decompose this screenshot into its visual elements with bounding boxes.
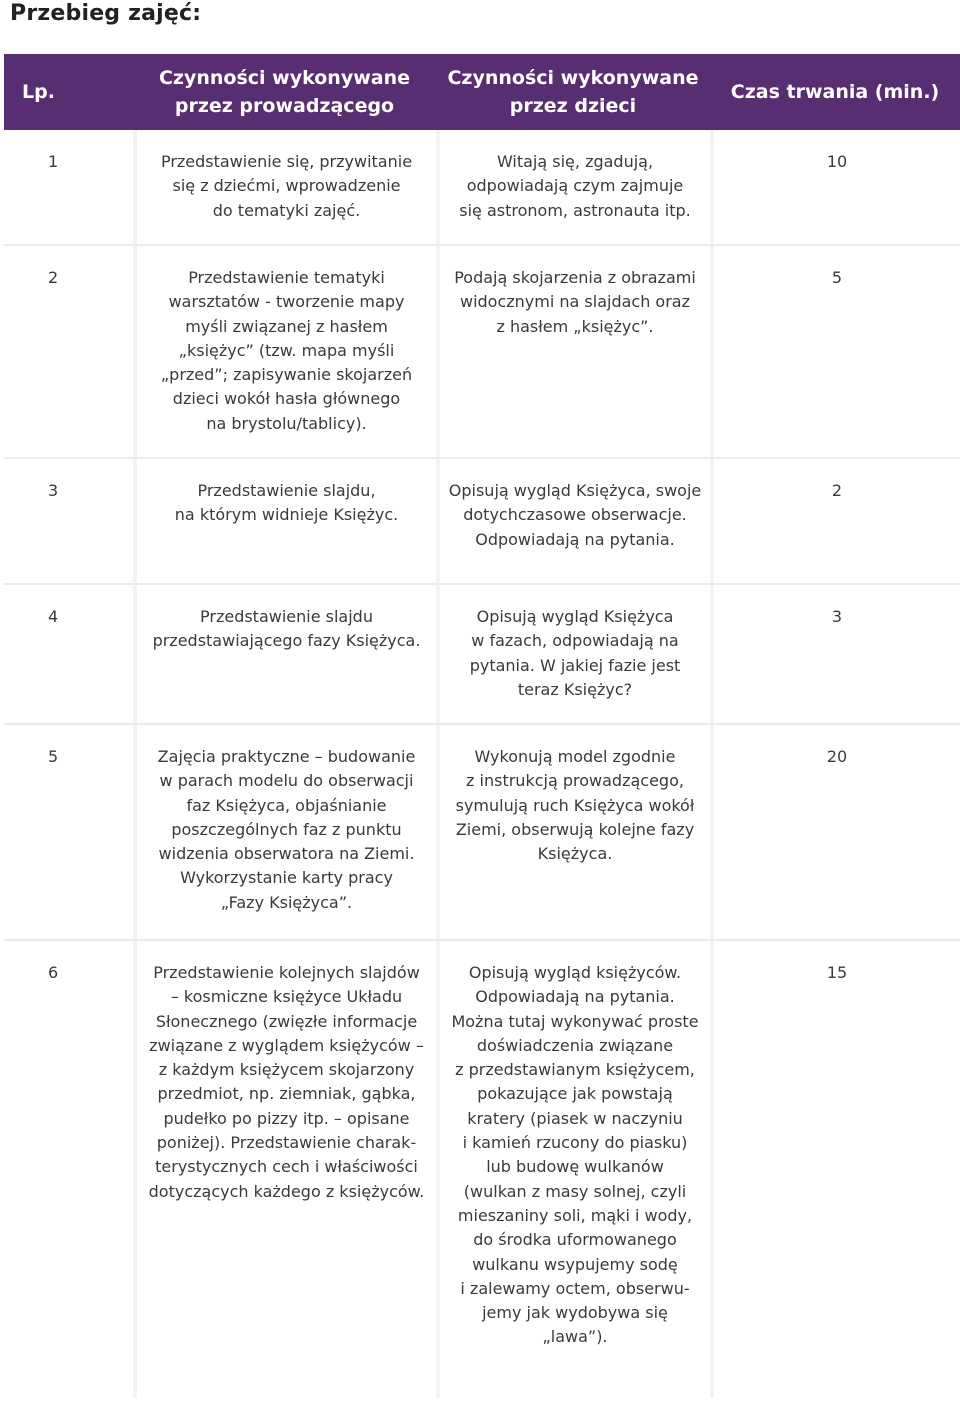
row-number: 3: [48, 481, 59, 500]
children-activity: Opisują wygląd księżyców. Odpowiadają na pytania. Można tutaj wykonywać proste doświadczenia związane z przedstawianym księżycem, pokazujące jak powstają kratery (piasek w naczyniu i kamień rzucony do piasku) lub budowę wulkanów (wulkan z masy solnej, czyli mieszaniny soli, mąki i wody, do środka uformowanego wulkanu wsypujemy sodę i zalewamy octem, obserwu- jemy jak wydobywa się „lawa”).: [436, 941, 710, 1398]
teacher-activity: Przedstawienie slajdu przedstawiającego fazy Księżyca.: [133, 585, 436, 723]
teacher-activity: Przedstawienie slajdu, na którym widnieje Księżyc.: [133, 459, 436, 583]
table-row: [4, 725, 960, 941]
header-teacher-activities: Czynności wykonywane przez prowadzącego: [158, 67, 410, 117]
teacher-activity: Przedstawienie się, przywitanie się z dziećmi, wprowadzenie do tematyki zajęć.: [133, 130, 436, 244]
header-children-activities: Czynności wykonywane przez dzieci: [447, 67, 699, 117]
row-number: 5: [48, 747, 59, 766]
children-activity: Wykonują model zgodnie z instrukcją prowadzącego, symulują ruch Księżyca wokół Ziemi, obserwują kolejne fazy Księżyca.: [436, 725, 710, 939]
table-row: [4, 941, 960, 1398]
children-activity: Opisują wygląd Księżyca, swoje dotychczasowe obserwacje. Odpowiadają na pytania.: [436, 459, 710, 583]
table-row: [4, 130, 960, 246]
children-activity: Witają się, zgadują, odpowiadają czym zajmuje się astronom, astronauta itp.: [436, 130, 710, 244]
teacher-activity: Przedstawienie tematyki warsztatów - tworzenie mapy myśli związanej z hasłem „księżyc” (tzw. mapa myśli „przed”; zapisywanie skojarzeń dzieci wokół hasła głównego na brystolu/tablicy).: [133, 246, 436, 457]
children-activity: Podają skojarzenia z obrazami widocznymi na slajdach oraz z hasłem „księżyc”.: [436, 246, 710, 457]
table-row: [4, 459, 960, 585]
duration: 3: [710, 585, 960, 723]
teacher-activity: Zajęcia praktyczne – budowanie w parach modelu do obserwacji faz Księżyca, objaśnianie poszczególnych faz z punktu widzenia obserwatora na Ziemi. Wykorzystanie karty pracy „Fazy Księżyca”.: [133, 725, 436, 939]
row-number: 6: [48, 963, 59, 982]
duration: 5: [710, 246, 960, 457]
duration: 10: [710, 130, 960, 244]
row-number: 2: [48, 268, 59, 287]
children-activity: Opisują wygląd Księżyca w fazach, odpowiadają na pytania. W jakiej fazie jest teraz Księżyc?: [436, 585, 710, 723]
table-header-row: [4, 54, 960, 130]
teacher-activity: Przedstawienie kolejnych slajdów – kosmiczne księżyce Układu Słonecznego (zwięzłe informacje związane z wyglądem księżyców – z każdym księżycem skojarzony przedmiot, np. ziemniak, gąbka, pudełko po pizzy itp. – opisane poniżej). Przedstawienie charak- terystycznych cech i właściwości dotyczących każdego z księżyców.: [133, 941, 436, 1398]
duration: 20: [710, 725, 960, 939]
duration: 2: [710, 459, 960, 583]
schedule-table: [4, 54, 960, 1398]
table-row: [4, 585, 960, 725]
duration: 15: [710, 941, 960, 1398]
page-title: Przebieg zajęć:: [10, 1, 202, 26]
table-row: [4, 246, 960, 459]
row-number: 1: [48, 152, 59, 171]
header-duration: Czas trwania (min.): [730, 81, 940, 103]
header-lp: Lp.: [22, 81, 55, 103]
row-number: 4: [48, 607, 59, 626]
